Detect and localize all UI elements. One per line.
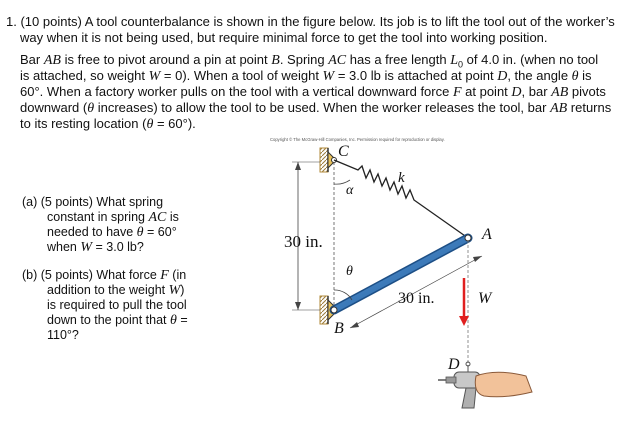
part-b-line-2: addition to the weight W) (47, 283, 185, 298)
para2-line-2: is attached, so weight W = 0). When a tool of weight W = 3.0 lb is attached at point D, the angle θ is (20, 68, 592, 84)
para2-line-3: 60°. When a factory worker pulls on the tool with a vertical downward force F at point D, bar AB pivots (20, 84, 606, 100)
label-b: B (334, 320, 344, 337)
label-k: k (398, 170, 405, 186)
problem-number: 1. (6, 14, 17, 29)
label-theta: θ (346, 264, 353, 279)
problem-line-2: way when it is not being used, but require minimal force to get the tool into working position. (20, 30, 548, 45)
worker-hand (475, 372, 532, 397)
para2-line-4: downward (θ increases) to allow the tool to be used. When the worker releases the tool, bar AB returns (20, 100, 612, 116)
problem-intro (6, 14, 615, 30)
part-b-line-4: down to the point that θ = (47, 313, 188, 328)
label-a: A (482, 226, 492, 243)
para2-line-5: to its resting location (θ = 60°). (20, 116, 196, 132)
label-dim-bar: 30 in. (398, 290, 435, 307)
part-b-line-5: 110°? (47, 328, 79, 342)
problem-points: (10 points) (20, 14, 82, 29)
label-d: D (448, 356, 460, 373)
counterbalance-figure (270, 140, 630, 425)
part-a-line-1: (a) (5 points) What spring (22, 195, 164, 209)
figure-copyright: Copyright © The McGraw-Hill Companies, Inc. Permission required for reproduction or display. (270, 137, 445, 142)
label-dim-vertical: 30 in. (284, 232, 323, 251)
label-alpha: α (346, 183, 354, 198)
label-c: C (338, 143, 349, 160)
pin-b (331, 307, 337, 313)
part-a-line-3: needed to have θ = 60° (47, 225, 177, 240)
para2-line-1: Bar AB is free to pivot around a pin at point B. Spring AC has a free length $L_0$ of 4.0 in. (when no tool (20, 52, 599, 70)
label-w: W (478, 290, 492, 307)
part-a-line-4: when W = 3.0 lb? (47, 240, 144, 255)
part-a-line-2: constant in spring AC is (47, 210, 179, 225)
problem-line-1: A tool counterbalance is shown in the figure below. Its job is to lift the tool out of the worker’s (84, 14, 615, 29)
part-b-line-3: is required to pull the tool (47, 298, 187, 312)
weight-arrow (459, 278, 469, 326)
part-b-line-1: (b) (5 points) What force F (in (22, 268, 187, 283)
